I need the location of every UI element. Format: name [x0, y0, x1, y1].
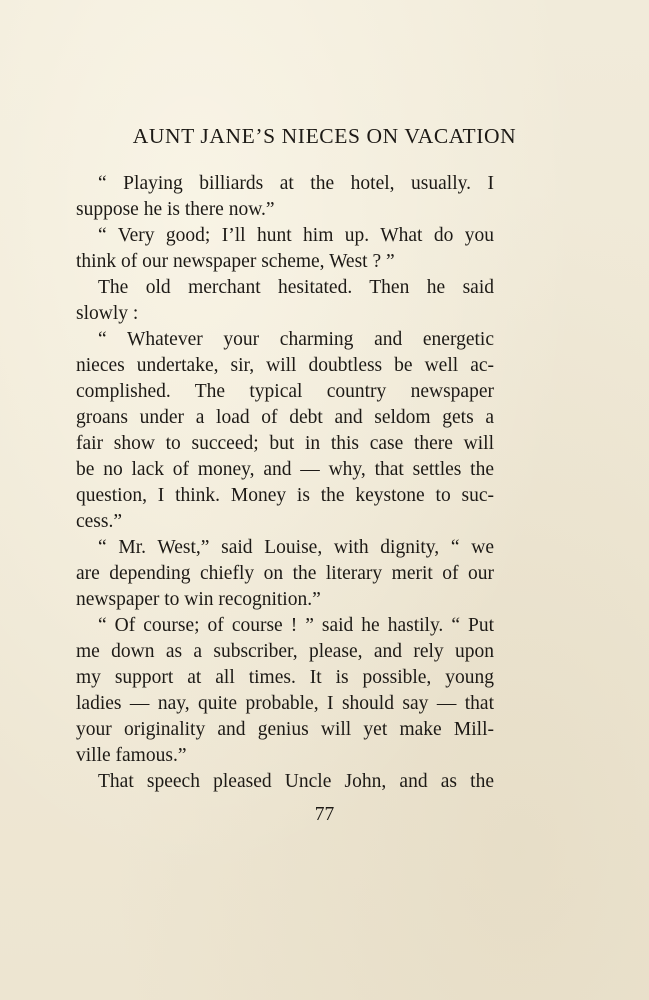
text-line: are depending chiefly on the literary merit of our [76, 563, 494, 584]
text-line: suppose he is there now.” [76, 199, 275, 220]
text-line: me down as a subscriber, please, and rely upon [76, 641, 494, 662]
text-line: newspaper to win recognition.” [76, 589, 321, 610]
running-head: AUNT JANE’S NIECES ON VACATION [132, 124, 517, 148]
text-line: The old merchant hesitated. Then he said [98, 277, 494, 298]
text-line: complished. The typical country newspaper [76, 381, 494, 402]
text-line: cess.” [76, 511, 123, 532]
text-line: slowly : [76, 303, 139, 324]
text-line: “ Playing billiards at the hotel, usually. I [98, 173, 494, 194]
text-line: ladies — nay, quite probable, I should say — that [76, 693, 494, 714]
text-line: my support at all times. It is possible, young [76, 667, 494, 688]
text-line: That speech pleased Uncle John, and as the [98, 771, 494, 792]
text-line: “ Very good; I’ll hunt him up. What do you [98, 225, 494, 246]
page-number: 77 [314, 804, 335, 825]
body-text [76, 171, 494, 795]
text-line: think of our newspaper scheme, West ? ” [76, 251, 395, 272]
text-line: nieces undertake, sir, will doubtless be well ac- [76, 355, 494, 376]
text-line: fair show to succeed; but in this case there will [76, 433, 494, 454]
text-line: “ Mr. West,” said Louise, with dignity, “ we [98, 537, 494, 558]
text-line: “ Whatever your charming and energetic [98, 329, 494, 350]
text-line: ville famous.” [76, 745, 187, 766]
text-line: your originality and genius will yet make Mill- [76, 719, 494, 740]
text-line: groans under a load of debt and seldom gets a [76, 407, 494, 428]
text-line: “ Of course; of course ! ” said he hastily. “ Put [98, 615, 494, 636]
text-line: be no lack of money, and — why, that settles the [76, 459, 494, 480]
text-line: question, I think. Money is the keystone to suc- [76, 485, 494, 506]
